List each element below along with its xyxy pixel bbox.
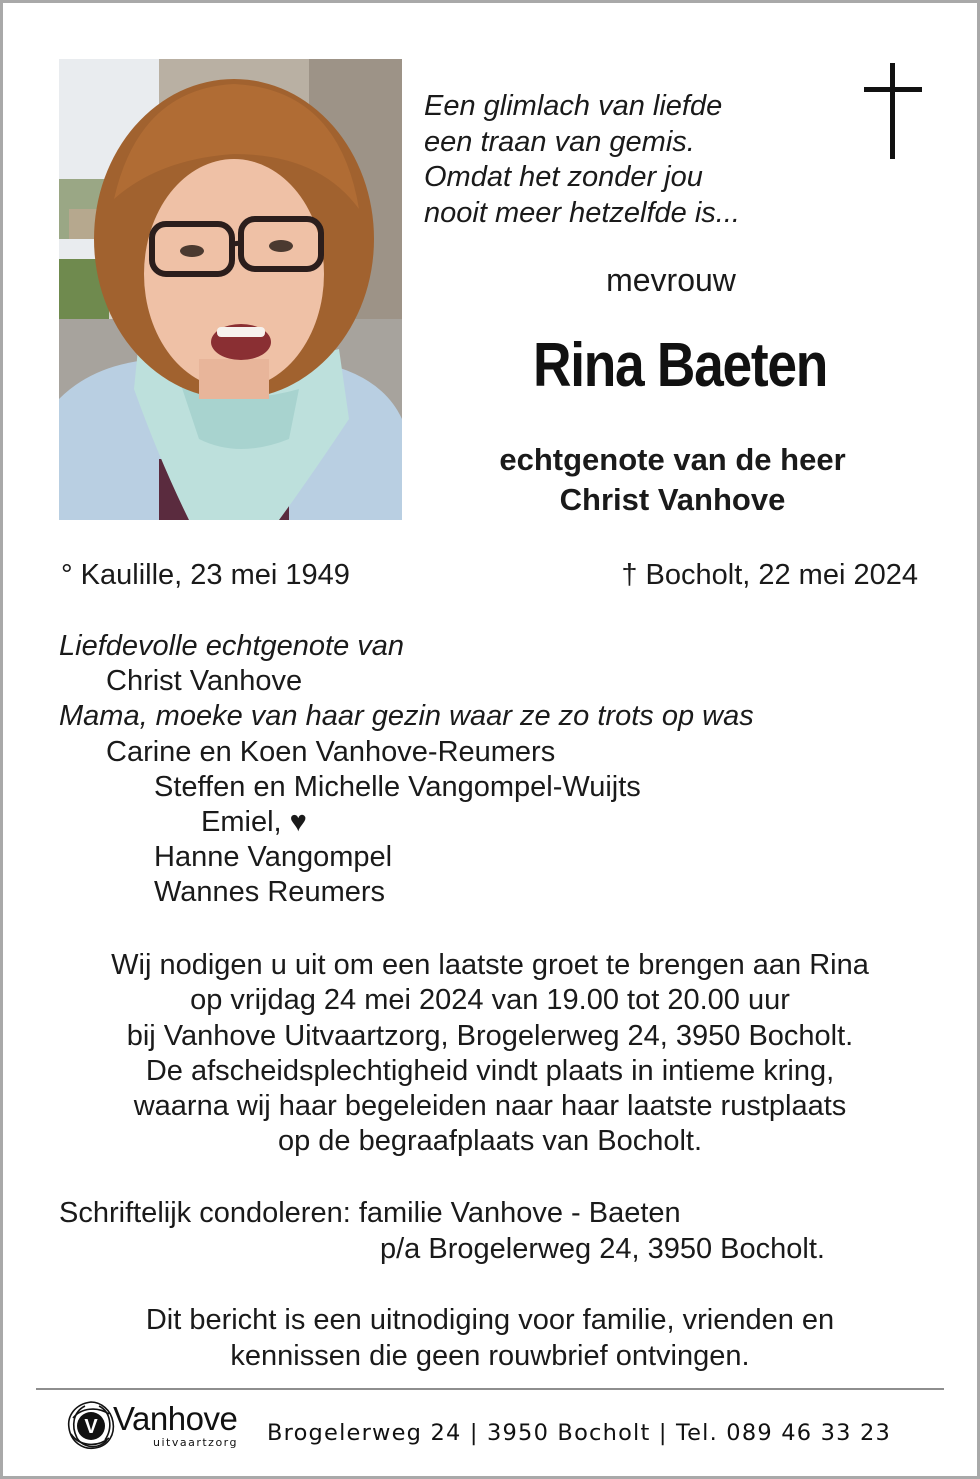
invitation-line: Wij nodigen u uit om een laatste groet te brengen aan Rina	[111, 949, 869, 981]
invitation-line: op de begraafplaats van Bocholt.	[277, 1125, 703, 1158]
footer-divider	[36, 1388, 944, 1390]
notice-line: kennissen die geen rouwbrief ontvingen.	[230, 1339, 750, 1372]
list-item: Hanne Vangompel	[154, 841, 393, 874]
brand-subtitle: uitvaartzorg	[153, 1436, 238, 1449]
poem-line: Een glimlach van liefde	[424, 90, 723, 122]
invitation-text	[30, 948, 950, 1160]
birth-date: ° Kaulille, 23 mei 1949	[61, 559, 350, 591]
portrait-photo	[59, 59, 402, 520]
spouse-intro: Liefdevolle echtgenote van	[59, 630, 405, 662]
invitation-line: op vrijdag 24 mei 2024 van 19.00 tot 20.00 uur	[190, 984, 790, 1017]
logo-letter: V	[84, 1416, 98, 1438]
poem-line: nooit meer hetzelfde is...	[424, 196, 740, 229]
invitation-line: De afscheidsplechtigheid vindt plaats in intieme kring,	[145, 1054, 835, 1087]
condolence-line-2: p/a Brogelerweg 24, 3950 Bocholt.	[380, 1232, 825, 1265]
notice-text	[30, 1303, 950, 1374]
condolence-line-1: Schriftelijk condoleren: familie Vanhove - Baeten	[59, 1197, 681, 1229]
list-item: Steffen en Michelle Vangompel-Wuijts	[154, 770, 641, 803]
list-item: Emiel, ♥	[201, 806, 307, 839]
deceased-name: Rina Baeten	[533, 331, 827, 400]
spouse-line-1: echtgenote van de heer	[499, 442, 846, 477]
notice-line: Dit bericht is een uitnodiging voor familie, vrienden en	[145, 1304, 835, 1336]
footer-address: Brogelerweg 24 | 3950 Bocholt | Tel. 089 46 33 23	[267, 1420, 892, 1446]
spouse-line-2: Christ Vanhove	[559, 482, 786, 517]
list-item: Christ Vanhove	[106, 665, 303, 698]
children-intro: Mama, moeke van haar gezin waar ze zo trots op was	[59, 700, 754, 733]
list-item: Carine en Koen Vanhove-Reumers	[106, 735, 556, 768]
invitation-line: waarna wij haar begeleiden naar haar laatste rustplaats	[133, 1090, 847, 1123]
death-date: † Bocholt, 22 mei 2024	[621, 559, 918, 591]
poem-line: een traan van gemis.	[424, 125, 695, 158]
poem-line: Omdat het zonder jou	[424, 161, 703, 193]
honorific-title: mevrouw	[606, 262, 736, 298]
invitation-line: bij Vanhove Uitvaartzorg, Brogelerweg 24, 3950 Bocholt.	[126, 1019, 854, 1052]
vanhove-logo	[63, 1398, 253, 1456]
brand-name: Vanhove	[113, 1400, 238, 1437]
spouse-info	[420, 440, 925, 520]
family-list	[59, 629, 754, 911]
vanhove-logo-icon	[63, 1398, 119, 1454]
latin-cross-icon	[864, 63, 922, 159]
list-item: Wannes Reumers	[154, 876, 386, 909]
condolence-address	[59, 1196, 825, 1267]
poem	[424, 89, 740, 231]
